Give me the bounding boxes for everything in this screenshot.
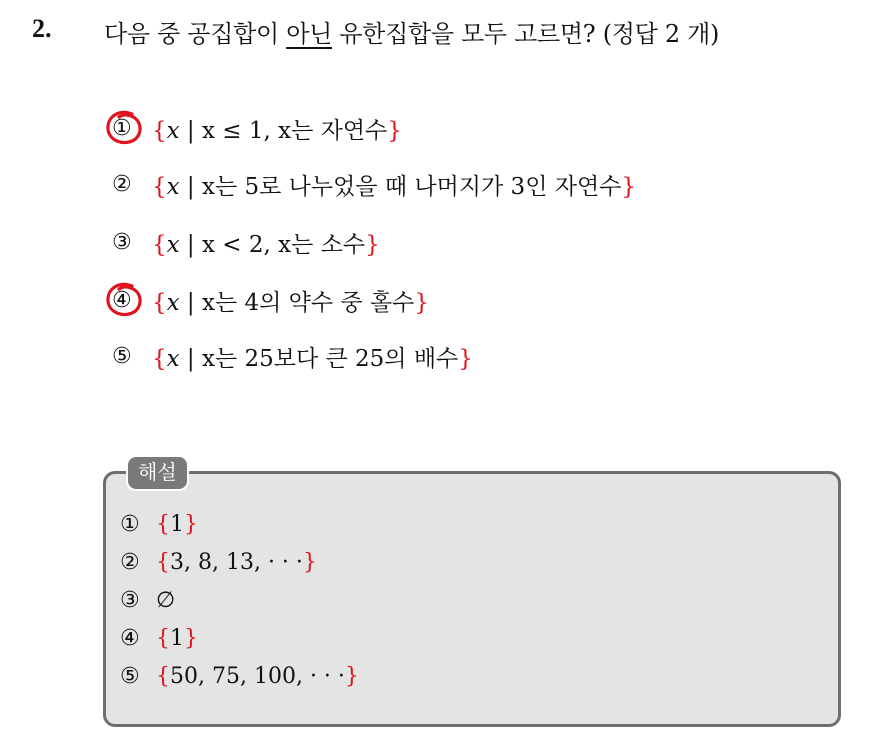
question-number: 2. [32, 14, 52, 43]
choice-5-bar: | [179, 346, 202, 372]
solution-line-5-number: ⑤ [120, 664, 140, 689]
solution-line-3 [120, 588, 175, 613]
choice-5-body: x는 25보다 큰 25의 배수 [202, 346, 459, 372]
choice-1-number-text: ① [112, 116, 132, 141]
choice-3-bar: | [179, 232, 202, 258]
solution-line-1-open-brace: { [156, 512, 170, 537]
choice-5[interactable] [112, 340, 473, 373]
solution-tag: 해설 [126, 455, 189, 491]
question-text-before: 다음 중 공집합이 [104, 20, 287, 48]
solution-line-4-body: 1 [170, 626, 184, 651]
choice-2-var: x [166, 174, 180, 200]
choice-1-var: x [166, 118, 180, 144]
choice-2-bar: | [179, 174, 202, 200]
choice-3-number: ③ [112, 230, 132, 255]
choice-2-number: ② [112, 172, 132, 197]
choice-1-bar: | [179, 118, 202, 144]
choice-4-close-brace: } [414, 290, 430, 316]
solution-line-4 [120, 626, 198, 651]
choice-2[interactable] [112, 168, 636, 201]
solution-line-2 [120, 550, 317, 575]
choice-5-set [152, 340, 473, 373]
choice-1-body: x ≤ 1, x는 자연수 [202, 118, 388, 144]
solution-line-3-number: ③ [120, 588, 140, 613]
choice-2-set [152, 168, 636, 201]
choice-3-set [152, 226, 380, 259]
choice-4-open-brace: { [152, 290, 167, 316]
choice-1-open-brace: { [152, 118, 167, 144]
solution-line-1-number: ① [120, 512, 140, 537]
solution-line-2-body: 3, 8, 13, · · · [170, 550, 303, 575]
solution-line-1-body: 1 [170, 512, 184, 537]
choice-1[interactable] [112, 112, 402, 145]
solution-line-5-body: 50, 75, 100, · · · [170, 664, 345, 689]
choice-3-close-brace: } [365, 232, 380, 258]
choice-4-var: x [166, 290, 180, 316]
choice-3[interactable] [112, 226, 380, 259]
choice-1-set [152, 112, 402, 145]
solution-line-1 [120, 512, 198, 537]
choice-3-open-brace: { [152, 232, 167, 258]
question-text [104, 14, 719, 49]
choice-4-number [112, 288, 152, 313]
choice-1-close-brace: } [387, 118, 402, 144]
choice-5-var: x [166, 346, 180, 372]
solution-line-1-close-brace: } [184, 512, 198, 537]
choice-4-set [152, 284, 429, 317]
question-text-underlined: 아닌 [286, 20, 332, 48]
choice-4-bar: | [179, 290, 202, 316]
choice-2-body: x는 5로 나누었을 때 나머지가 3인 자연수 [202, 174, 622, 200]
choice-2-open-brace: { [152, 174, 167, 200]
choice-3-body: x < 2, x는 소수 [202, 232, 366, 258]
question-text-after: 유한집합을 모두 고르면? (정답 2 개) [331, 20, 720, 48]
solution-line-4-close-brace: } [184, 626, 198, 651]
choice-3-var: x [166, 232, 180, 258]
choice-4-body: x는 4의 약수 중 홀수 [202, 290, 415, 316]
solution-line-3-body: ∅ [156, 588, 176, 613]
choice-5-number: ⑤ [112, 344, 132, 369]
choice-2-close-brace: } [621, 174, 637, 200]
choice-4[interactable] [112, 284, 429, 317]
solution-line-5-open-brace: { [156, 664, 170, 689]
solution-line-5-close-brace: } [344, 664, 359, 689]
choice-5-close-brace: } [458, 346, 473, 372]
solution-line-5 [120, 664, 359, 689]
solution-line-2-number: ② [120, 550, 140, 575]
solution-line-2-open-brace: { [156, 550, 170, 575]
choice-5-open-brace: { [152, 346, 167, 372]
solution-line-2-close-brace: } [302, 550, 317, 575]
solution-line-4-number: ④ [120, 626, 140, 651]
solution-line-4-open-brace: { [156, 626, 170, 651]
choice-1-number [112, 116, 152, 141]
choice-4-number-text: ④ [112, 288, 132, 313]
